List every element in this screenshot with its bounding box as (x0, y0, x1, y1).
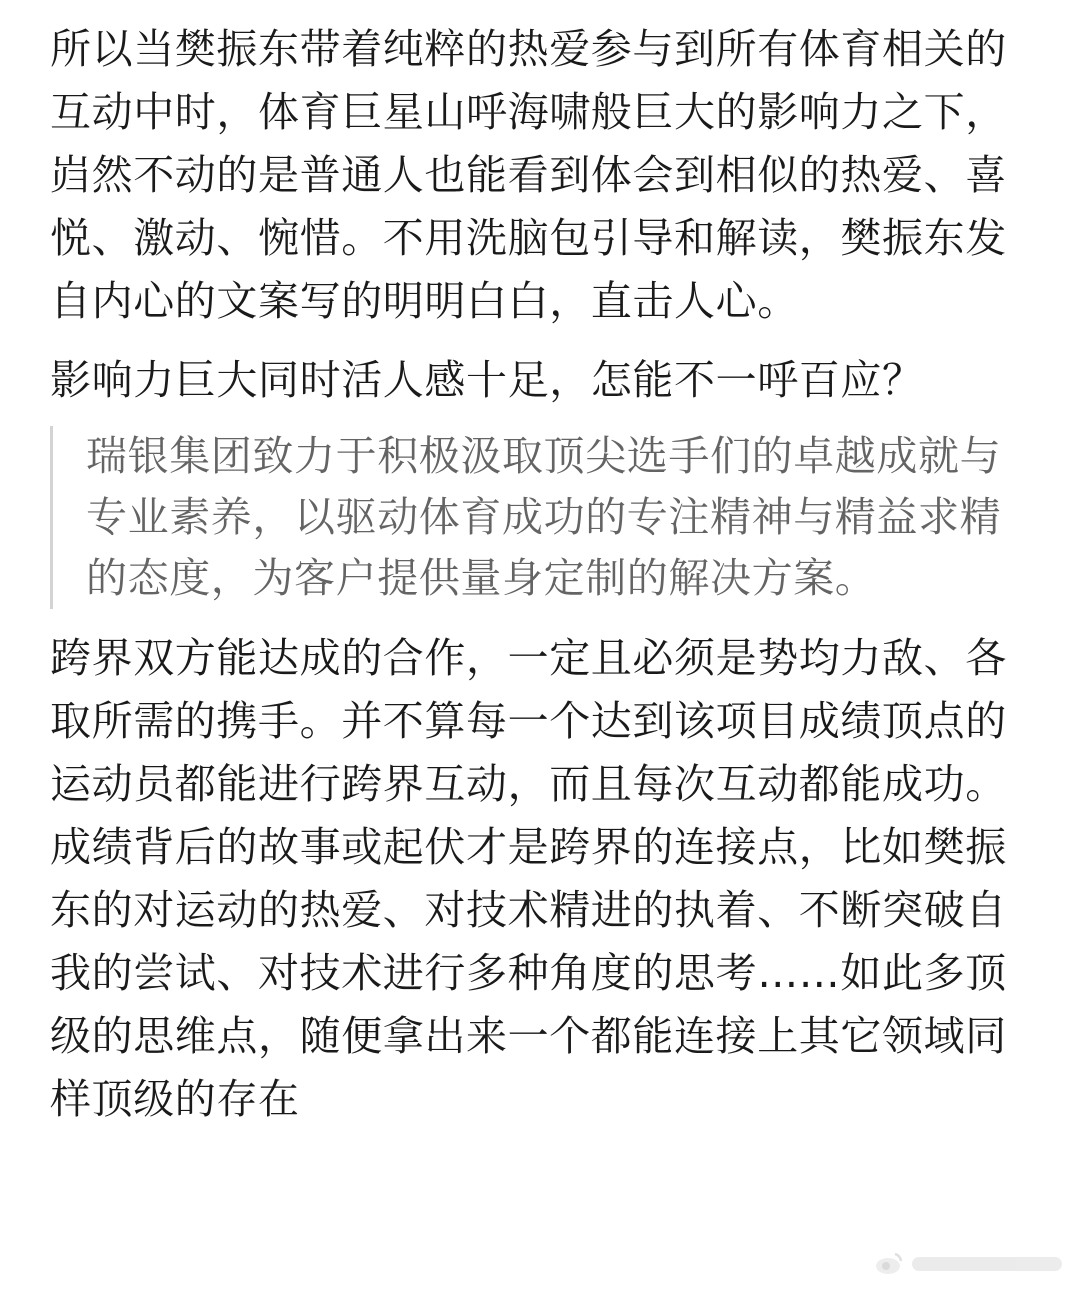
blockquote (50, 426, 1040, 609)
weibo-logo-icon (874, 1249, 904, 1279)
paragraph-1: 所以当樊振东带着纯粹的热爱参与到所有体育相关的互动中时，体育巨星山呼海啸般巨大的影响力之下，岿然不动的是普通人也能看到体会到相似的热爱、喜悦、激动、惋惜。不用洗脑包引导和解读，樊振东发自内心的文案写的明明白白，直击人心。 (50, 25, 1007, 325)
quote-text: 瑞银集团致力于积极汲取顶尖选手们的卓越成就与专业素养，以驱动体育成功的专注精神与精益求精的态度，为客户提供量身定制的解决方案。 (86, 432, 1002, 602)
watermark-text-placeholder (912, 1257, 1062, 1271)
watermark (874, 1249, 1062, 1279)
paragraph-3: 跨界双方能达成的合作，一定且必须是势均力敌、各取所需的携手。并不算每一个达到该项目成绩顶点的运动员都能进行跨界互动，而且每次互动都能成功。成绩背后的故事或起伏才是跨界的连接点，比如樊振东的对运动的热爱、对技术精进的执着、不断突破自我的尝试、对技术进行多种角度的思考……如此多顶级的思维点，随便拿出来一个都能连接上其它领域同样顶级的存在 (50, 634, 1007, 1123)
paragraph-2: 影响力巨大同时活人感十足，怎能不一呼百应？ (50, 356, 924, 404)
bottom-fade (0, 1287, 1080, 1293)
article-body (50, 18, 1040, 1131)
